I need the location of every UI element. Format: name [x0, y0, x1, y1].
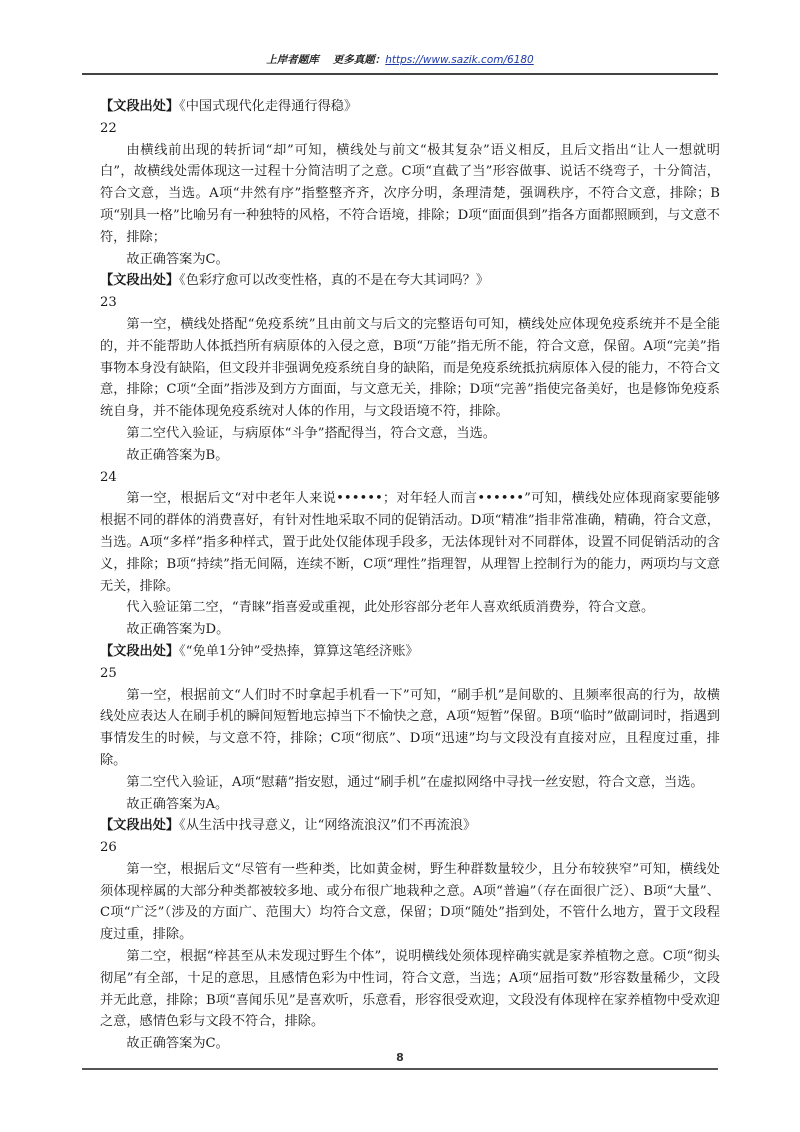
explanation-paragraph: 第二空代入验证，A项“慰藉”指安慰，通过“刷手机”在虚拟网络中寻找一丝安慰，符合文意，当选。: [126, 774, 704, 790]
question-number: 26: [100, 840, 117, 856]
explanation-paragraph: 由横线前出现的转折词“却”可知，横线处与前文“极其复杂”语义相反，且后文指出“让人一想就明白”，故横线处需体现这一过程十分简洁明了之意。C项“直截了当”形容做事、说话不绕弯子，十分简洁，符合文意，当选。A项“井然有序”指整整齐齐，次序分明，条理清楚，强调秩序，不符合文意，排除；B项“别具一格”比喻另有一种独特的风格，不符合语境，排除；D项“面面俱到”指各方面都照顾到，与文意不符，排除；: [100, 142, 720, 245]
page-header: [0, 52, 800, 67]
answer-line: 故正确答案为C。: [126, 1036, 229, 1052]
more-label: 更多真题：: [332, 54, 386, 66]
explanation-paragraph: 第一空，根据后文“尽管有一些种类，比如黄金树，野生种群数量较少，且分布较狭窄”可知，横线处须体现梓属的大部分种类都被较多地、或分布很广地栽种之意。A项“普遍”（存在面很广泛）、B项“大量”、C项“广泛”（涉及的方面广、范围大）均符合文意，保留；D项“随处”指到处，不管什么地方，置于文段程度过重，排除。: [100, 861, 720, 943]
source-line: 【文段出处】《色彩疗愈可以改变性格，真的不是在夸大其词吗？》: [100, 273, 490, 289]
footer-divider: [82, 1068, 718, 1070]
answer-line: 故正确答案为D。: [126, 622, 230, 638]
answer-line: 故正确答案为B。: [126, 447, 229, 463]
header-divider: [82, 73, 718, 75]
explanation-paragraph: 第一空，根据后文“对中老年人来说••••••；对年轻人而言••••••”可知，横线处应体现商家要能够根据不同的群体的消费喜好，有针对性地采取不同的促销活动。D项“精准”指非常准确，精确，符合文意，当选。A项“多样”指多种样式，置于此处仅能体现手段多，无法体现针对不同群体，设置不同促销活动的含义，排除；B项“持续”指无间隔，连续不断，C项“理性”指理智，从理智上控制行为的能力，两项均与文意无关，排除。: [100, 491, 720, 594]
source-line: 【文段出处】《“免单1分钟”受热捧，算算这笔经济账》: [100, 643, 419, 659]
answer-line: 故正确答案为A。: [126, 796, 229, 812]
library-name: 上岸者题库: [266, 54, 319, 66]
explanation-paragraph: 第一空，横线处搭配“免疫系统”且由前文与后文的完整语句可知，横线处应体现免疫系统并不是全能的，并不能帮助人体抵挡所有病原体的入侵之意，B项“万能”指无所不能，符合文意，保留。A项“完美”指事物本身没有缺陷，但文段并非强调免疫系统自身的缺陷，而是免疫系统抵抗病原体入侵的能力，不符合文意，排除；C项“全面”指涉及到方方面面，与文意无关，排除；D项“完善”指使完备美好，也是修饰免疫系统自身，并不能体现免疫系统对人体的作用，与文段语境不符，排除。: [100, 316, 720, 420]
answer-line: 故正确答案为C。: [126, 251, 229, 267]
explanation-paragraph: 第一空，根据前文“人们时不时拿起手机看一下”可知，“刷手机”是间歇的、且频率很高的行为，故横线处应表达人在刷手机的瞬间短暂地忘掉当下不愉快之意，A项“短暂”保留。B项“临时”做副词时，指遇到事情发生的时候，与文意不符，排除；C项“彻底”、D项“迅速”均与文段没有直接对应，且程度过重，排除。: [100, 687, 720, 768]
header-link[interactable]: https://www.sazik.com/6180: [385, 54, 534, 66]
page-number: 8: [396, 1051, 404, 1064]
answer-content: [100, 96, 720, 1055]
question-number: 25: [100, 665, 117, 681]
explanation-paragraph: 第二空代入验证，与病原体“斗争”搭配得当，符合文意，当选。: [126, 425, 496, 441]
source-line: 【文段出处】《中国式现代化走得通行得稳》: [100, 99, 358, 114]
question-number: 23: [100, 295, 117, 311]
source-line: 【文段出处】《从生活中找寻意义，让“网络流浪汉”们不再流浪》: [100, 818, 477, 834]
question-number: 22: [100, 120, 117, 136]
explanation-paragraph: 第二空，根据“梓甚至从未发现过野生个体”，说明横线处须体现梓确实就是家养植物之意。C项“彻头彻尾”有全部，十足的意思，且感情色彩为中性词，符合文意，当选；A项“屈指可数”形容数量稀少，文段并无此意，排除；B项“喜闻乐见”是喜欢听，乐意看，形容很受欢迎，文段没有体现梓在家养植物中受欢迎之意，感情色彩与文段不符合，排除。: [100, 949, 720, 1030]
explanation-paragraph: 代入验证第二空，“青睐”指喜爱或重视，此处形容部分老年人喜欢纸质消费券，符合文意。: [126, 600, 655, 616]
question-number: 24: [100, 469, 117, 485]
